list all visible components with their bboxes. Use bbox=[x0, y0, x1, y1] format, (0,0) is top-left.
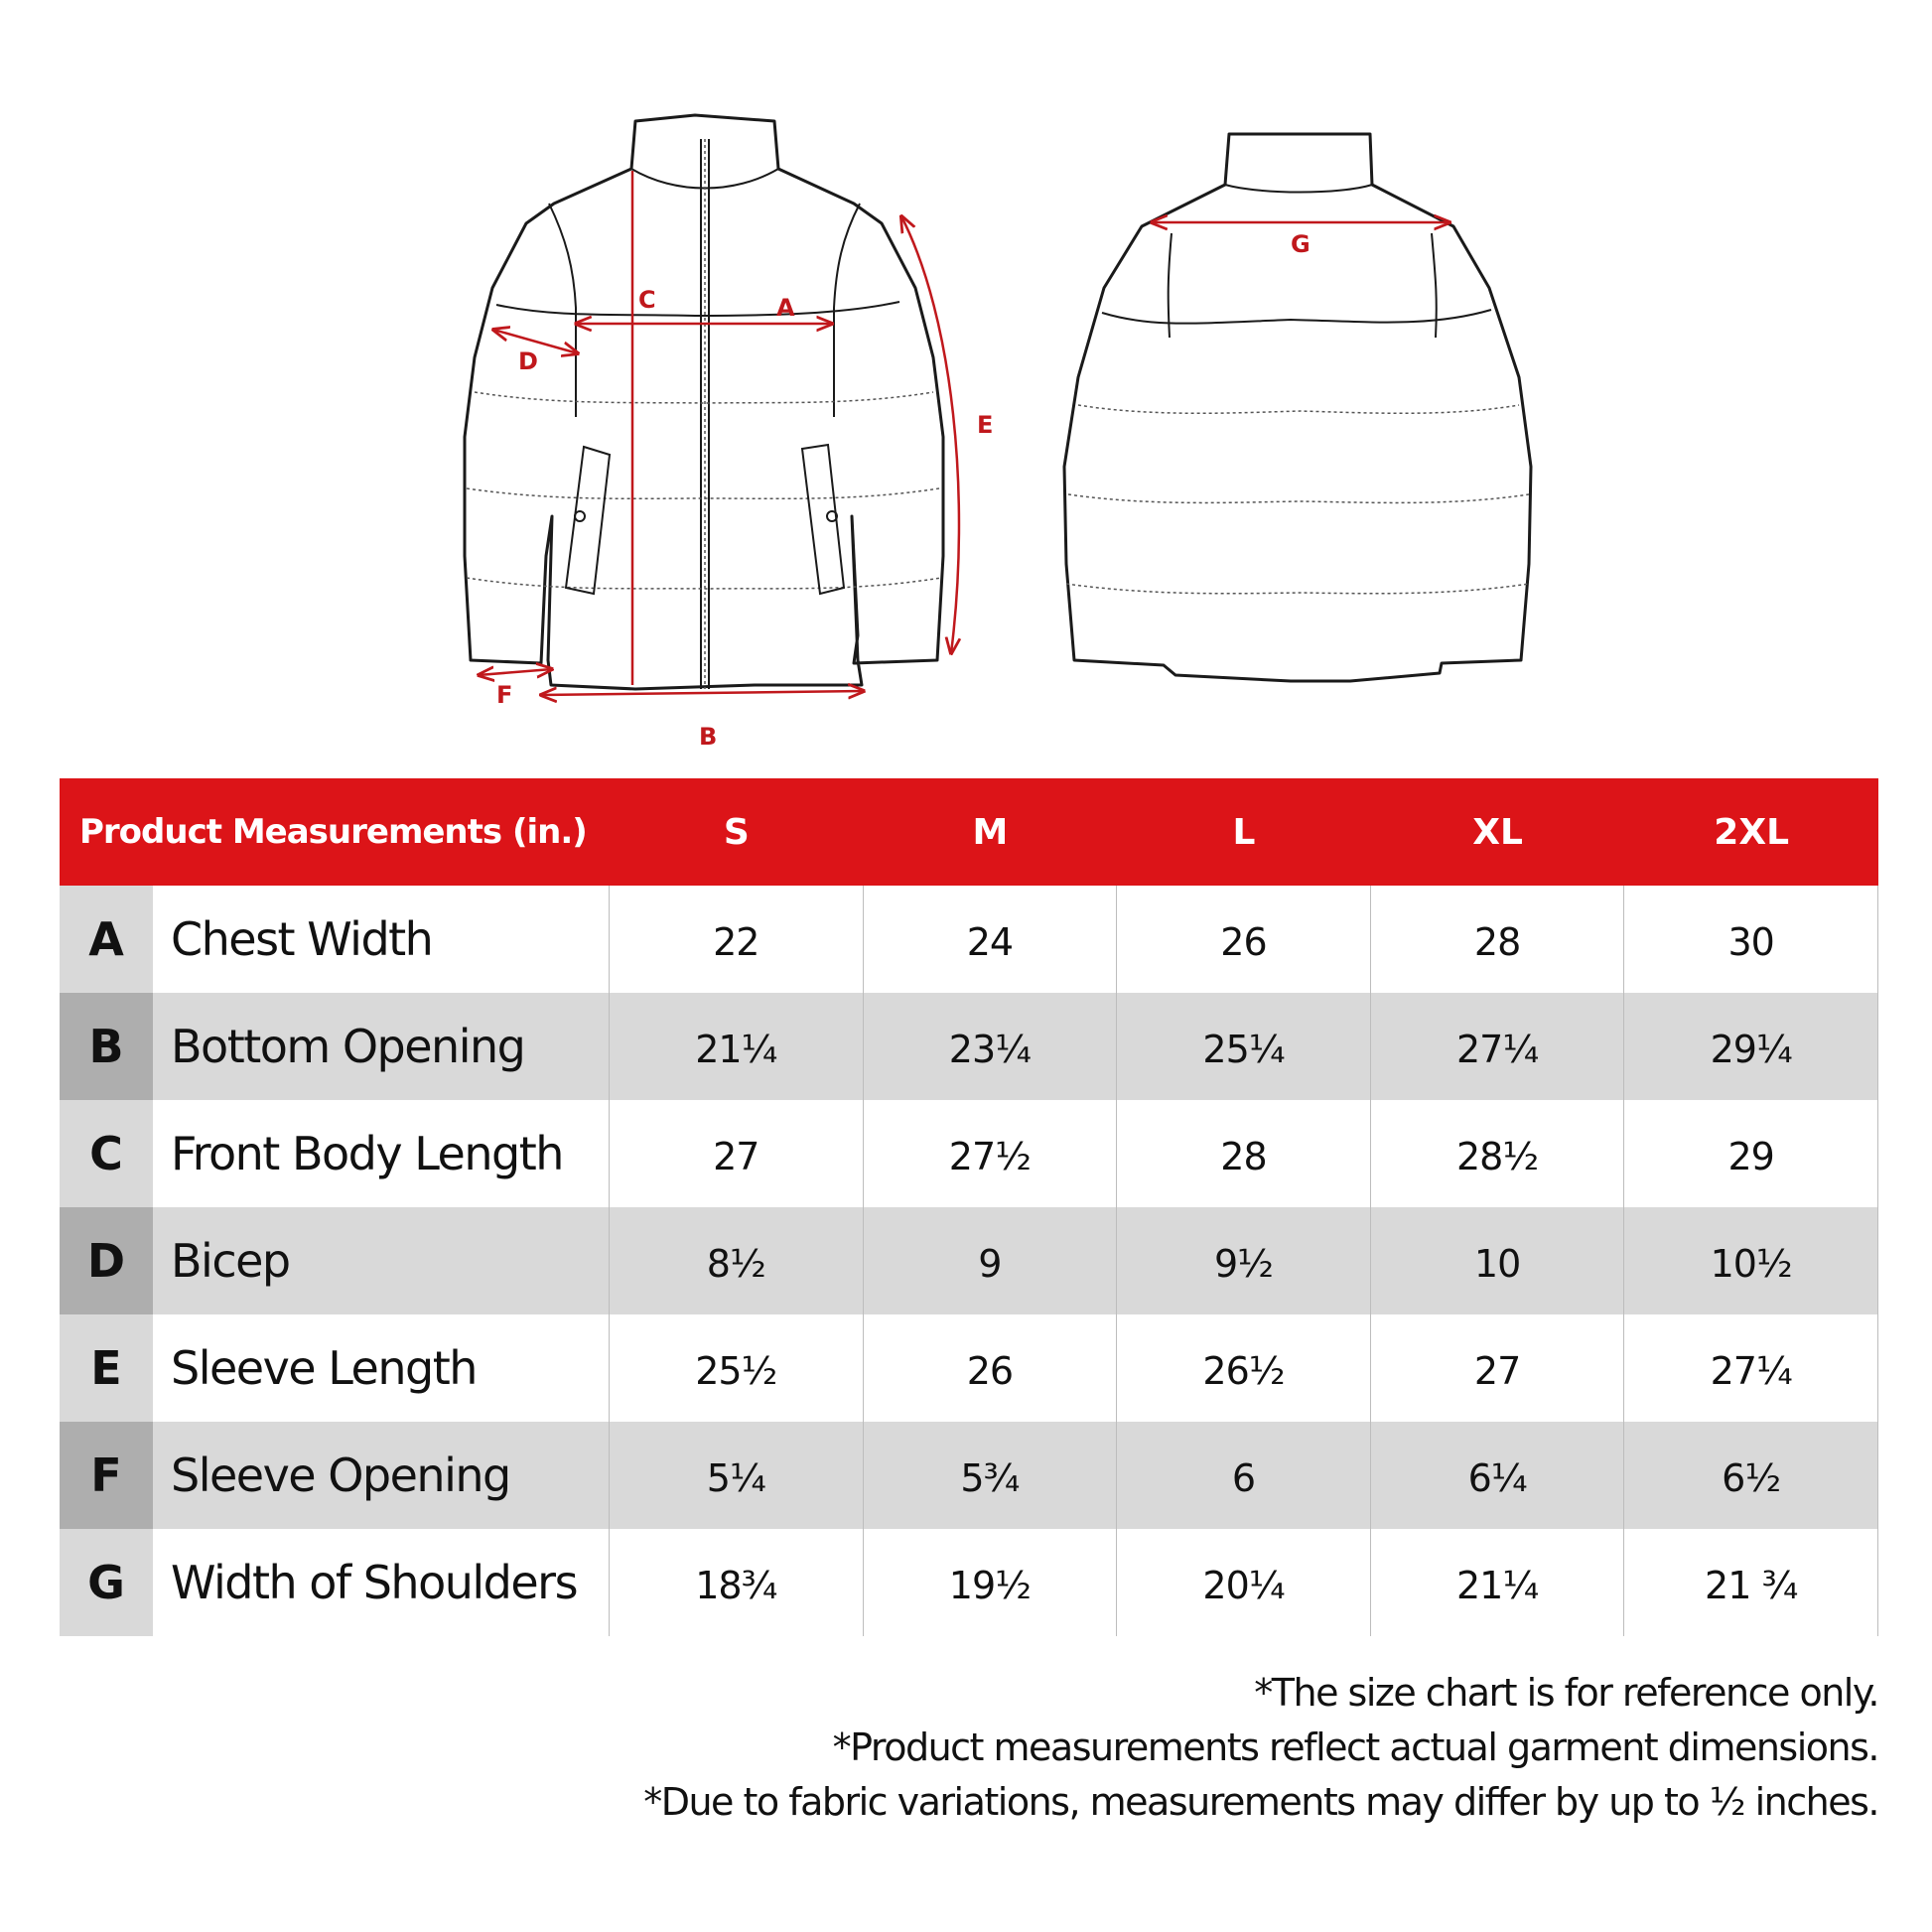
label-c: C bbox=[638, 286, 656, 314]
row-code: E bbox=[60, 1314, 153, 1422]
cell-value: 29¼ bbox=[1624, 993, 1878, 1100]
cell-value: 27 bbox=[1371, 1314, 1625, 1422]
row-code: F bbox=[60, 1422, 153, 1529]
header-title: Product Measurements (in.) bbox=[79, 812, 587, 852]
cell-value: 27 bbox=[610, 1100, 864, 1207]
row-name: Chest Width bbox=[153, 886, 610, 993]
size-m: M bbox=[972, 811, 1009, 853]
size-xl: XL bbox=[1472, 811, 1523, 853]
row-code: D bbox=[60, 1207, 153, 1314]
row-name: Front Body Length bbox=[153, 1100, 610, 1207]
footnote: *Due to fabric variations, measurements may differ by up to ½ inches. bbox=[643, 1780, 1878, 1824]
size-2xl: 2XL bbox=[1714, 811, 1790, 853]
size-chart-table bbox=[60, 778, 1878, 1636]
row-name: Bicep bbox=[153, 1207, 610, 1314]
footnote: *The size chart is for reference only. bbox=[1254, 1671, 1878, 1715]
cell-value: 26 bbox=[1117, 886, 1371, 993]
label-e: E bbox=[977, 411, 994, 439]
cell-value: 9 bbox=[864, 1207, 1118, 1314]
cell-value: 27½ bbox=[864, 1100, 1118, 1207]
cell-value: 29 bbox=[1624, 1100, 1878, 1207]
cell-value: 6 bbox=[1117, 1422, 1371, 1529]
cell-value: 27¼ bbox=[1624, 1314, 1878, 1422]
cell-value: 24 bbox=[864, 886, 1118, 993]
cell-value: 28 bbox=[1117, 1100, 1371, 1207]
cell-value: 28 bbox=[1371, 886, 1625, 993]
row-code: A bbox=[60, 886, 153, 993]
row-code: G bbox=[60, 1529, 153, 1636]
cell-value: 27¼ bbox=[1371, 993, 1625, 1100]
cell-value: 21¼ bbox=[610, 993, 864, 1100]
label-b: B bbox=[699, 723, 718, 751]
table-row bbox=[60, 1314, 1878, 1422]
cell-value: 28½ bbox=[1371, 1100, 1625, 1207]
cell-value: 23¼ bbox=[864, 993, 1118, 1100]
size-s: S bbox=[723, 811, 750, 853]
cell-value: 10 bbox=[1371, 1207, 1625, 1314]
cell-value: 30 bbox=[1624, 886, 1878, 993]
label-d: D bbox=[518, 347, 538, 375]
cell-value: 21 ¾ bbox=[1624, 1529, 1878, 1636]
cell-value: 25½ bbox=[610, 1314, 864, 1422]
footnotes bbox=[643, 1666, 1878, 1830]
cell-value: 18¾ bbox=[610, 1529, 864, 1636]
row-code: C bbox=[60, 1100, 153, 1207]
label-g: G bbox=[1291, 230, 1311, 258]
table-row bbox=[60, 1422, 1878, 1529]
jacket-front-drawing bbox=[465, 115, 943, 689]
row-name: Sleeve Length bbox=[153, 1314, 610, 1422]
cell-value: 20¼ bbox=[1117, 1529, 1371, 1636]
cell-value: 10½ bbox=[1624, 1207, 1878, 1314]
cell-value: 19½ bbox=[864, 1529, 1118, 1636]
cell-value: 26½ bbox=[1117, 1314, 1371, 1422]
row-name: Bottom Opening bbox=[153, 993, 610, 1100]
cell-value: 6½ bbox=[1624, 1422, 1878, 1529]
cell-value: 9½ bbox=[1117, 1207, 1371, 1314]
table-row bbox=[60, 1529, 1878, 1636]
cell-value: 5¾ bbox=[864, 1422, 1118, 1529]
label-f: F bbox=[496, 681, 513, 709]
cell-value: 25¼ bbox=[1117, 993, 1371, 1100]
cell-value: 22 bbox=[610, 886, 864, 993]
table-row bbox=[60, 886, 1878, 993]
size-l: L bbox=[1232, 811, 1256, 853]
cell-value: 6¼ bbox=[1371, 1422, 1625, 1529]
table-row bbox=[60, 1100, 1878, 1207]
footnote: *Product measurements reflect actual garment dimensions. bbox=[832, 1725, 1878, 1769]
cell-value: 26 bbox=[864, 1314, 1118, 1422]
row-code: B bbox=[60, 993, 153, 1100]
table-row bbox=[60, 993, 1878, 1100]
table-header bbox=[60, 778, 1878, 886]
jacket-diagram bbox=[0, 0, 1932, 764]
cell-value: 21¼ bbox=[1371, 1529, 1625, 1636]
table-row bbox=[60, 1207, 1878, 1314]
label-a: A bbox=[776, 294, 795, 322]
row-name: Width of Shoulders bbox=[153, 1529, 610, 1636]
row-name: Sleeve Opening bbox=[153, 1422, 610, 1529]
cell-value: 5¼ bbox=[610, 1422, 864, 1529]
cell-value: 8½ bbox=[610, 1207, 864, 1314]
jacket-back-drawing bbox=[1064, 134, 1531, 681]
